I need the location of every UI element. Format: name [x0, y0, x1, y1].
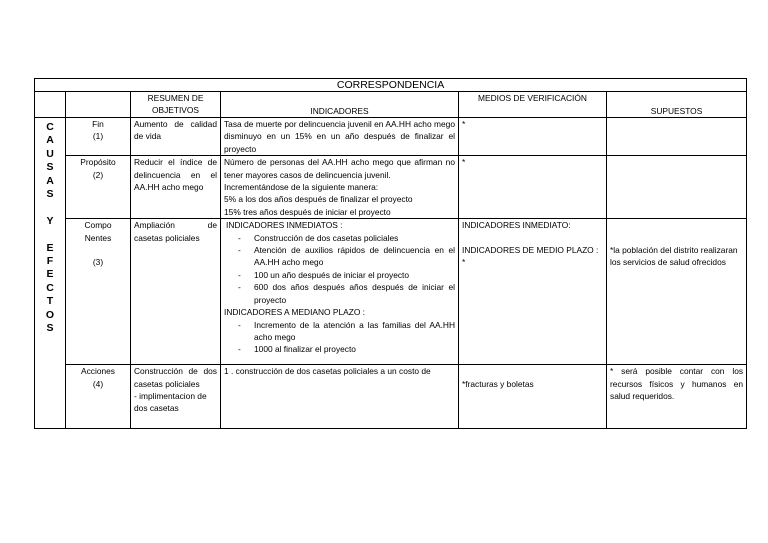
ind-mediano-title: INDICADORES A MEDIANO PLAZO : — [224, 307, 366, 318]
resumen-proposito: Reducir el índice de delincuencia en el AA.HH acho mego — [131, 156, 221, 219]
supuestos-acciones: * será posible contar con los recursos físicos y humanos en salud requeridos. — [607, 365, 747, 429]
medios-text: *fracturas y boletas — [462, 378, 534, 389]
ind-inmediatos-list — [224, 232, 455, 306]
spacer — [462, 232, 603, 244]
logical-framework-table — [34, 78, 747, 429]
side-spacer — [38, 228, 62, 241]
level-label: Propósito — [80, 157, 116, 168]
header-medios: MEDIOS DE VERIFICACIÓN — [459, 92, 607, 118]
side-letter: F — [46, 255, 54, 268]
side-letter: C — [46, 281, 54, 294]
indicador-line: 15% tres años después de iniciar el proyecto — [224, 206, 391, 217]
level-number: (4) — [92, 378, 104, 389]
medios-line: INDICADORES DE MEDIO PLAZO : — [462, 245, 599, 256]
supuestos-text: *la población del distrito realizaran los servicios de salud ofrecidos — [610, 245, 738, 268]
causas-efectos-label — [35, 118, 66, 429]
supuestos-componentes — [607, 219, 747, 365]
header-empty-level — [66, 92, 131, 118]
level-proposito — [66, 156, 131, 219]
side-letter: S — [46, 161, 54, 174]
spacer — [69, 244, 127, 256]
level-label: Fin — [92, 119, 104, 129]
indicador-acciones: 1 . construcción de dos casetas policiales a un costo de — [221, 365, 459, 429]
level-number: (3) — [92, 257, 104, 268]
indicador-componentes — [221, 219, 459, 365]
level-acciones — [66, 365, 131, 429]
level-componentes — [66, 219, 131, 365]
side-letter: S — [46, 322, 54, 335]
list-item: - Construcción de dos casetas policiales — [254, 232, 455, 244]
header-resumen: RESUMEN DE OBJETIVOS — [131, 92, 221, 118]
indicador-proposito — [221, 156, 459, 219]
table-title: CORRESPONDENCIA — [35, 79, 747, 92]
level-label: Compo — [84, 220, 112, 231]
side-letter: C — [46, 121, 54, 133]
side-letter: S — [46, 188, 54, 201]
list-item: - 600 dos años después años después de iniciar el proyecto — [254, 281, 455, 306]
medios-line: * — [462, 257, 466, 268]
resumen-acciones — [131, 365, 221, 429]
resumen-line: - implimentacion de dos casetas — [134, 391, 207, 414]
indicador-line: Incrementándose de la siguiente manera: — [224, 182, 379, 193]
side-letter: E — [46, 241, 54, 254]
side-letter: Y — [46, 214, 54, 227]
header-supuestos: SUPUESTOS — [607, 92, 747, 118]
level-number: (1) — [92, 131, 104, 142]
spacer — [610, 232, 743, 244]
indicador-line: Número de personas del AA.HH acho mego que afirman no tener mayores casos de delincuencia juvenil. — [224, 157, 455, 180]
level-label: Acciones — [81, 366, 115, 377]
list-item: - 1000 al finalizar el proyecto — [254, 343, 455, 355]
medios-line: INDICADORES INMEDIATO: — [462, 220, 571, 231]
medios-fin: * — [459, 118, 607, 156]
list-item: - 100 un año después de iniciar el proyecto — [254, 269, 455, 281]
spacer — [462, 365, 603, 377]
supuestos-proposito — [607, 156, 747, 219]
level-fin — [66, 118, 131, 156]
medios-proposito: * — [459, 156, 607, 219]
medios-acciones — [459, 365, 607, 429]
side-spacer — [38, 201, 62, 214]
side-letter: O — [45, 308, 55, 321]
ind-inmediatos-title: INDICADORES INMEDIATOS : — [226, 220, 343, 231]
indicador-line: 5% a los dos años después de finalizar el proyecto — [224, 194, 413, 205]
supuestos-fin — [607, 118, 747, 156]
spacer — [610, 219, 743, 231]
side-letter: A — [46, 134, 54, 147]
list-item: - Atención de auxilios rápidos de delincuencia en el AA.HH acho mego — [254, 244, 455, 269]
side-letter: T — [46, 295, 54, 308]
side-letter: U — [46, 147, 54, 160]
side-letter: E — [46, 268, 54, 281]
resumen-line: Construcción de dos casetas policiales — [134, 366, 217, 389]
header-empty-side — [35, 92, 66, 118]
header-indicadores: INDICADORES — [221, 92, 459, 118]
side-letter: A — [46, 174, 54, 187]
ind-mediano-list — [224, 319, 455, 356]
indicador-fin: Tasa de muerte por delincuencia juvenil en AA.HH acho mego disminuyo en un 15% en un año después de finalizar el proyecto — [221, 118, 459, 156]
resumen-componentes: Ampliación de casetas policiales — [131, 219, 221, 365]
medios-componentes — [459, 219, 607, 365]
list-item: - Incremento de la atención a las familias del AA.HH acho mego — [254, 319, 455, 344]
level-number: (2) — [92, 169, 104, 180]
resumen-fin: Aumento de calidad de vida — [131, 118, 221, 156]
level-label: Nentes — [84, 232, 112, 243]
